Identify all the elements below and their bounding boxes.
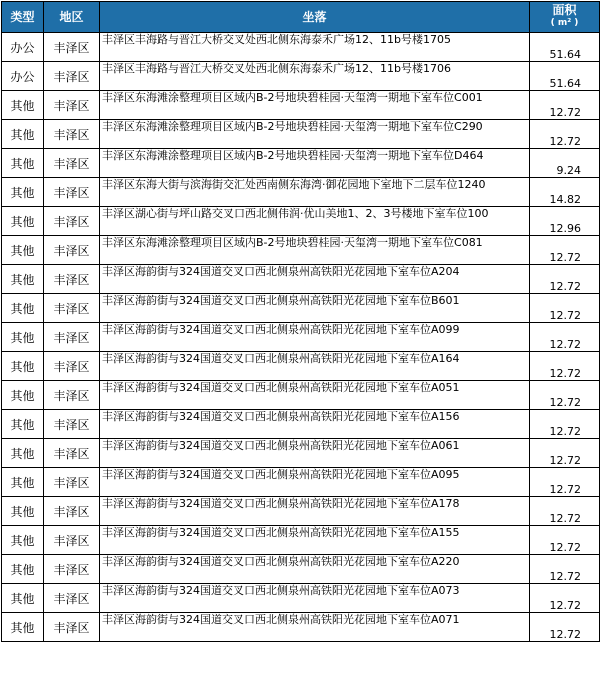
cell-type: 其他 <box>2 526 44 555</box>
cell-area: 12.72 <box>530 439 600 468</box>
table-row <box>2 613 600 642</box>
cell-type: 其他 <box>2 352 44 381</box>
cell-district: 丰泽区 <box>44 352 100 381</box>
table-row <box>2 555 600 584</box>
table-row <box>2 33 600 62</box>
cell-type: 其他 <box>2 584 44 613</box>
cell-area: 9.24 <box>530 149 600 178</box>
cell-location: 丰泽区海韵街与324国道交叉口西北侧泉州高铁阳光花园地下室车位A051 <box>100 381 530 410</box>
cell-location: 丰泽区东海滩涂整理项目区域内B-2号地块碧桂园·天玺湾一期地下室车位C290 <box>100 120 530 149</box>
table-row <box>2 468 600 497</box>
table-row <box>2 352 600 381</box>
table-row <box>2 497 600 526</box>
header-type: 类型 <box>2 2 44 33</box>
header-area-unit: ( m² ) <box>550 18 579 28</box>
cell-location: 丰泽区东海滩涂整理项目区域内B-2号地块碧桂园·天玺湾一期地下室车位D464 <box>100 149 530 178</box>
cell-type: 其他 <box>2 236 44 265</box>
cell-location: 丰泽区丰海路与晋江大桥交叉处西北侧东海泰禾广场12、11b号楼1706 <box>100 62 530 91</box>
cell-location: 丰泽区海韵街与324国道交叉口西北侧泉州高铁阳光花园地下室车位B601 <box>100 294 530 323</box>
cell-type: 其他 <box>2 497 44 526</box>
cell-district: 丰泽区 <box>44 265 100 294</box>
cell-location: 丰泽区丰海路与晋江大桥交叉处西北侧东海泰禾广场12、11b号楼1705 <box>100 33 530 62</box>
cell-district: 丰泽区 <box>44 294 100 323</box>
cell-type: 其他 <box>2 149 44 178</box>
cell-area: 12.72 <box>530 468 600 497</box>
cell-district: 丰泽区 <box>44 410 100 439</box>
cell-type: 其他 <box>2 613 44 642</box>
table-row <box>2 236 600 265</box>
table-row <box>2 120 600 149</box>
cell-type: 其他 <box>2 265 44 294</box>
cell-area: 51.64 <box>530 33 600 62</box>
table-row <box>2 410 600 439</box>
cell-area: 12.72 <box>530 497 600 526</box>
cell-location: 丰泽区东海滩涂整理项目区域内B-2号地块碧桂园·天玺湾一期地下室车位C001 <box>100 91 530 120</box>
cell-area: 12.72 <box>530 352 600 381</box>
cell-district: 丰泽区 <box>44 62 100 91</box>
cell-location: 丰泽区海韵街与324国道交叉口西北侧泉州高铁阳光花园地下室车位A164 <box>100 352 530 381</box>
property-table <box>1 1 600 642</box>
table-row <box>2 526 600 555</box>
cell-district: 丰泽区 <box>44 120 100 149</box>
cell-district: 丰泽区 <box>44 555 100 584</box>
cell-district: 丰泽区 <box>44 207 100 236</box>
cell-area: 12.72 <box>530 410 600 439</box>
cell-type: 其他 <box>2 91 44 120</box>
cell-area: 12.72 <box>530 555 600 584</box>
cell-type: 其他 <box>2 178 44 207</box>
cell-district: 丰泽区 <box>44 149 100 178</box>
cell-district: 丰泽区 <box>44 178 100 207</box>
table-header <box>2 2 600 33</box>
cell-area: 12.72 <box>530 236 600 265</box>
header-row <box>2 2 600 33</box>
cell-area: 14.82 <box>530 178 600 207</box>
cell-district: 丰泽区 <box>44 584 100 613</box>
cell-area: 12.72 <box>530 323 600 352</box>
cell-district: 丰泽区 <box>44 497 100 526</box>
cell-district: 丰泽区 <box>44 381 100 410</box>
cell-type: 其他 <box>2 439 44 468</box>
cell-district: 丰泽区 <box>44 439 100 468</box>
cell-location: 丰泽区海韵街与324国道交叉口西北侧泉州高铁阳光花园地下室车位A204 <box>100 265 530 294</box>
table-row <box>2 207 600 236</box>
cell-location: 丰泽区湖心街与坪山路交叉口西北侧伟润·优山美地1、2、3号楼地下室车位100 <box>100 207 530 236</box>
cell-area: 12.72 <box>530 526 600 555</box>
cell-area: 12.72 <box>530 265 600 294</box>
cell-location: 丰泽区海韵街与324国道交叉口西北侧泉州高铁阳光花园地下室车位A220 <box>100 555 530 584</box>
cell-area: 12.72 <box>530 381 600 410</box>
cell-area: 12.72 <box>530 91 600 120</box>
cell-type: 其他 <box>2 468 44 497</box>
cell-district: 丰泽区 <box>44 236 100 265</box>
cell-type: 其他 <box>2 207 44 236</box>
cell-type: 办公 <box>2 33 44 62</box>
table-row <box>2 584 600 613</box>
table-row <box>2 381 600 410</box>
cell-district: 丰泽区 <box>44 613 100 642</box>
cell-type: 其他 <box>2 410 44 439</box>
cell-area: 12.72 <box>530 613 600 642</box>
table-row <box>2 91 600 120</box>
table-row <box>2 323 600 352</box>
cell-area: 12.72 <box>530 294 600 323</box>
table-row <box>2 62 600 91</box>
table-row <box>2 439 600 468</box>
table-row <box>2 178 600 207</box>
cell-area: 51.64 <box>530 62 600 91</box>
cell-type: 其他 <box>2 323 44 352</box>
header-district: 地区 <box>44 2 100 33</box>
table-row <box>2 294 600 323</box>
table-body <box>2 33 600 642</box>
cell-area: 12.96 <box>530 207 600 236</box>
cell-location: 丰泽区海韵街与324国道交叉口西北侧泉州高铁阳光花园地下室车位A156 <box>100 410 530 439</box>
cell-type: 其他 <box>2 294 44 323</box>
cell-type: 其他 <box>2 555 44 584</box>
cell-district: 丰泽区 <box>44 91 100 120</box>
cell-type: 其他 <box>2 120 44 149</box>
cell-district: 丰泽区 <box>44 526 100 555</box>
cell-location: 丰泽区海韵街与324国道交叉口西北侧泉州高铁阳光花园地下室车位A061 <box>100 439 530 468</box>
cell-location: 丰泽区海韵街与324国道交叉口西北侧泉州高铁阳光花园地下室车位A073 <box>100 584 530 613</box>
cell-district: 丰泽区 <box>44 468 100 497</box>
cell-district: 丰泽区 <box>44 323 100 352</box>
header-area-label: 面积 <box>552 3 577 17</box>
header-area <box>530 2 600 33</box>
cell-location: 丰泽区东海大街与滨海街交汇处西南侧东海湾·御花园地下室地下二层车位1240 <box>100 178 530 207</box>
property-table-container <box>1 1 599 642</box>
cell-location: 丰泽区海韵街与324国道交叉口西北侧泉州高铁阳光花园地下室车位A178 <box>100 497 530 526</box>
cell-location: 丰泽区海韵街与324国道交叉口西北侧泉州高铁阳光花园地下室车位A071 <box>100 613 530 642</box>
cell-location: 丰泽区东海滩涂整理项目区域内B-2号地块碧桂园·天玺湾一期地下室车位C081 <box>100 236 530 265</box>
cell-location: 丰泽区海韵街与324国道交叉口西北侧泉州高铁阳光花园地下室车位A095 <box>100 468 530 497</box>
cell-type: 其他 <box>2 381 44 410</box>
cell-area: 12.72 <box>530 584 600 613</box>
cell-location: 丰泽区海韵街与324国道交叉口西北侧泉州高铁阳光花园地下室车位A099 <box>100 323 530 352</box>
table-row <box>2 265 600 294</box>
header-location: 坐落 <box>100 2 530 33</box>
cell-district: 丰泽区 <box>44 33 100 62</box>
cell-location: 丰泽区海韵街与324国道交叉口西北侧泉州高铁阳光花园地下室车位A155 <box>100 526 530 555</box>
table-row <box>2 149 600 178</box>
cell-type: 办公 <box>2 62 44 91</box>
cell-area: 12.72 <box>530 120 600 149</box>
